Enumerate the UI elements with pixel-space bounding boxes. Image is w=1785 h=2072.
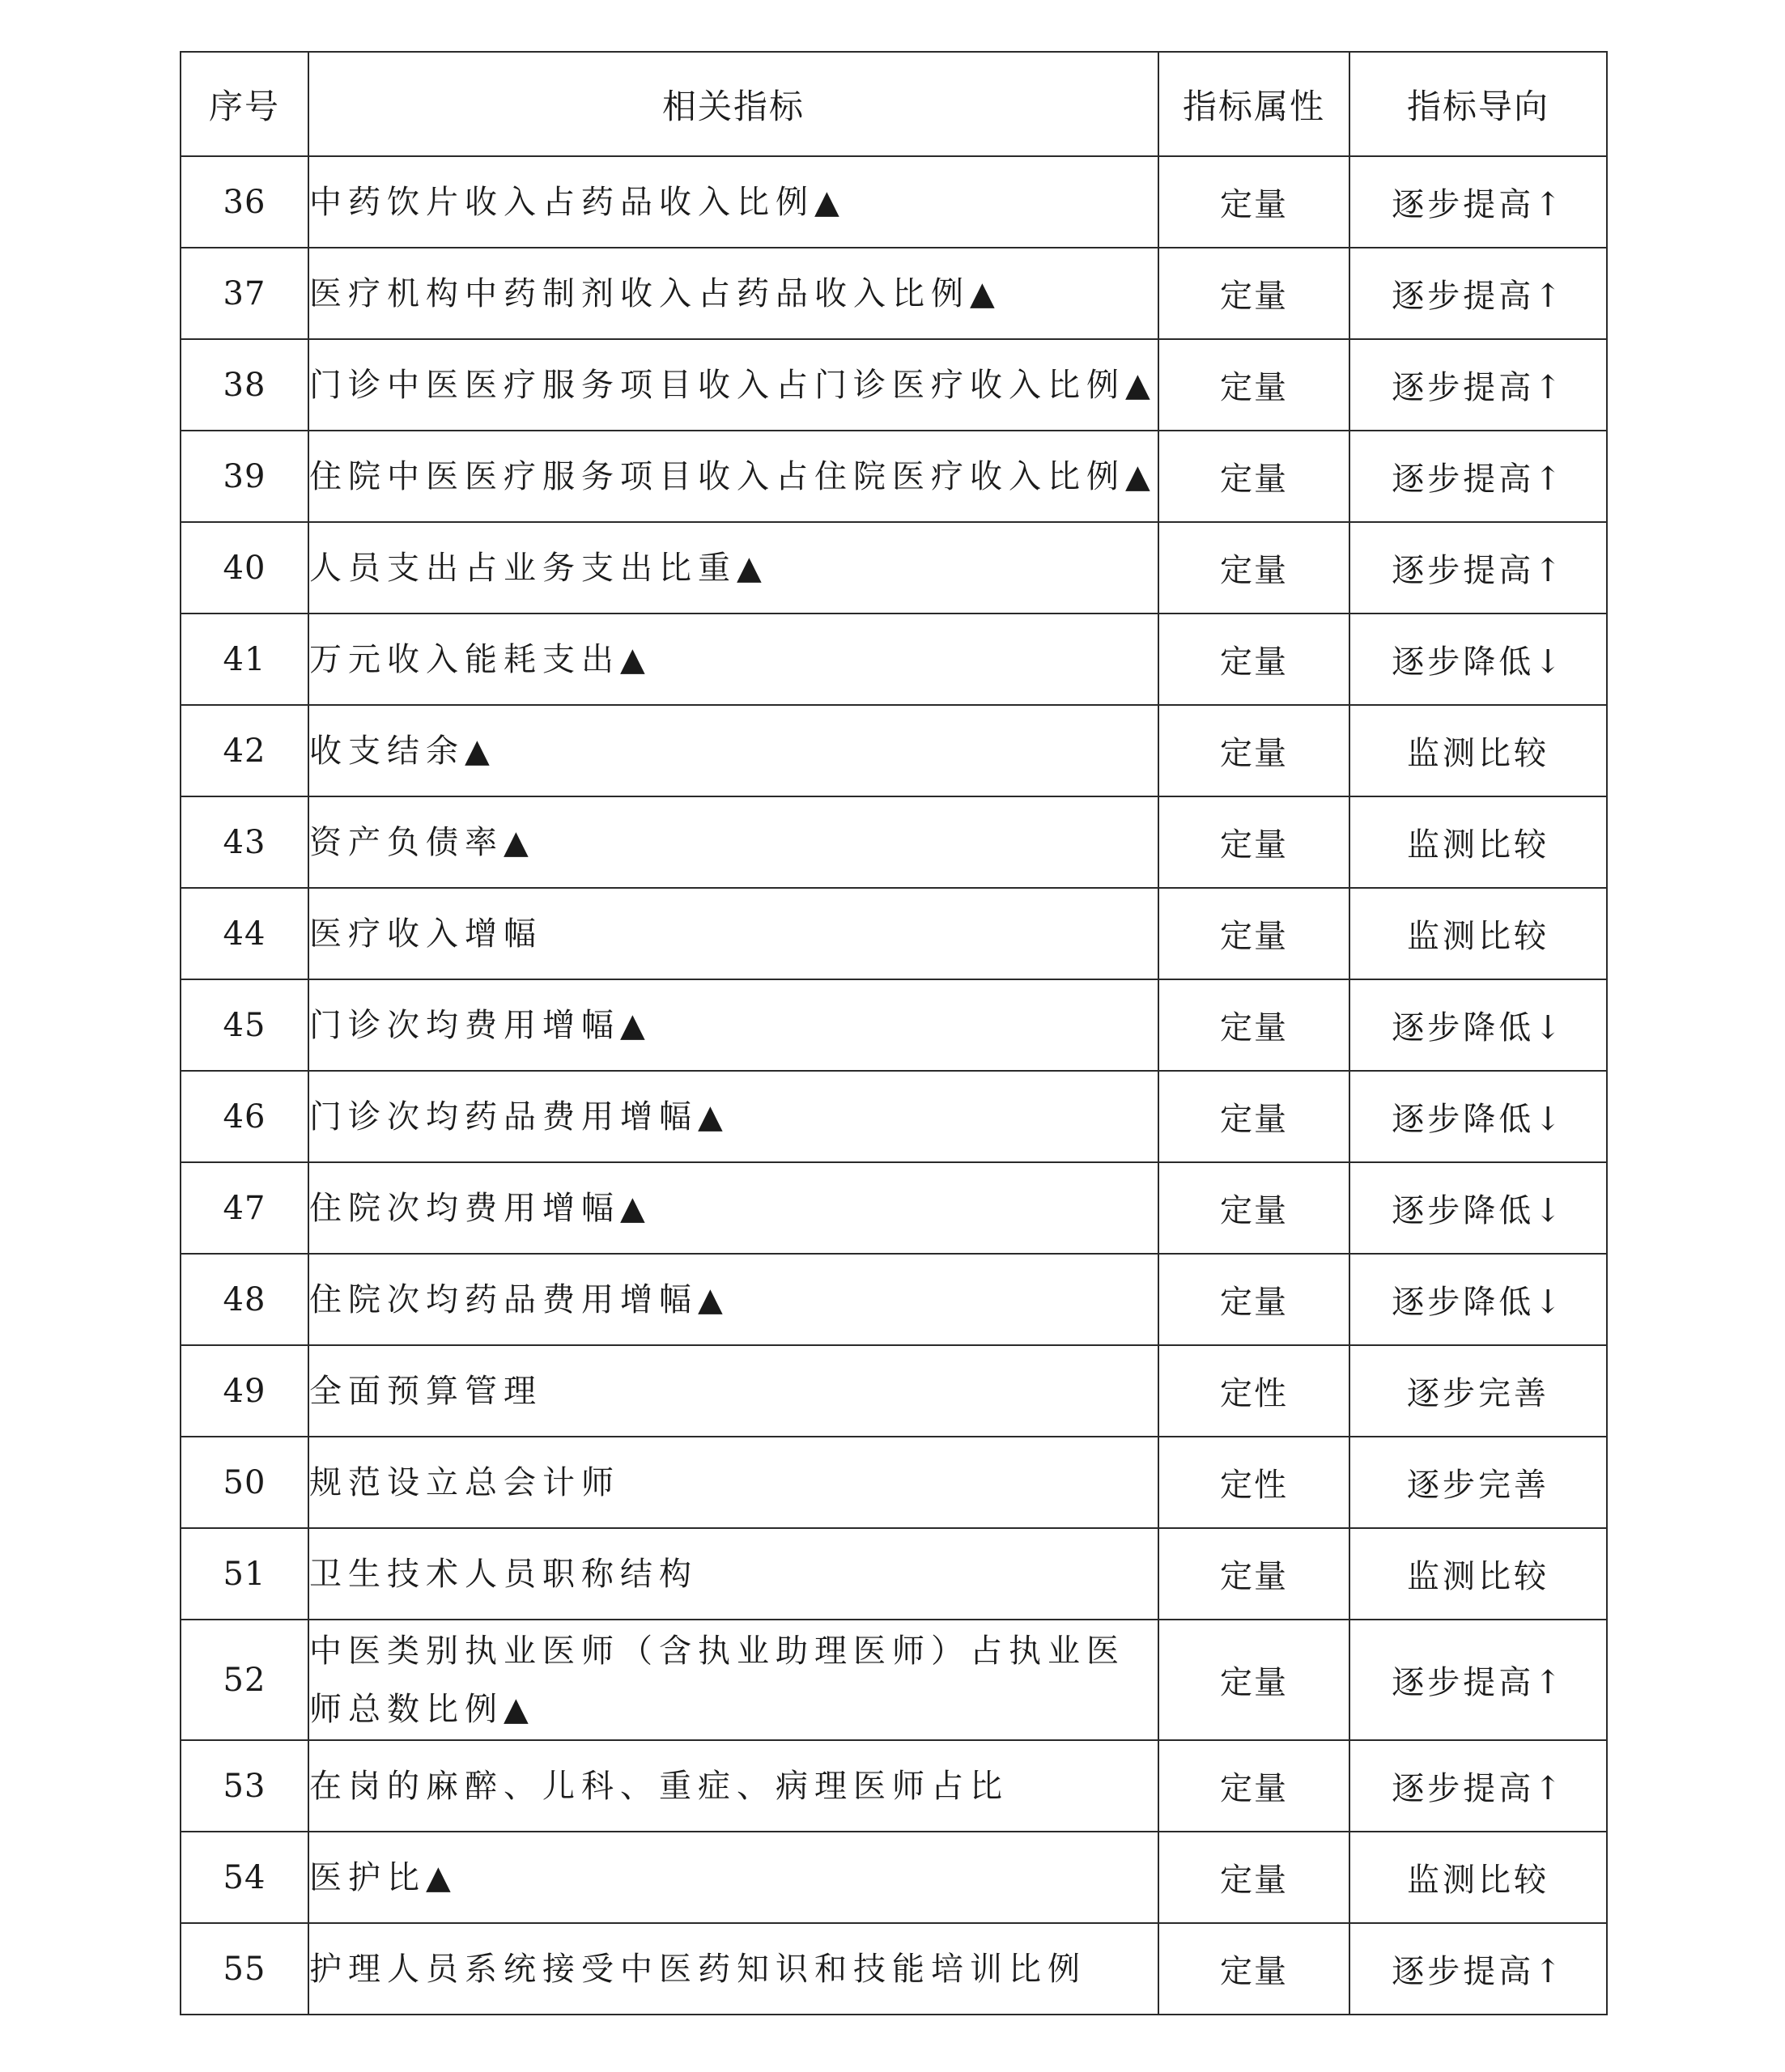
row-indicator: 全面预算管理 xyxy=(308,1345,1158,1437)
row-number: 45 xyxy=(181,979,308,1071)
table-row xyxy=(181,705,1607,796)
row-number: 48 xyxy=(181,1254,308,1345)
row-attribute: 定量 xyxy=(1158,979,1349,1071)
row-number: 36 xyxy=(181,156,308,248)
table-row xyxy=(181,156,1607,248)
row-attribute: 定量 xyxy=(1158,522,1349,614)
row-direction: 监测比较 xyxy=(1349,888,1607,979)
row-direction: 逐步降低↓ xyxy=(1349,979,1607,1071)
row-number: 51 xyxy=(181,1528,308,1620)
row-attribute: 定量 xyxy=(1158,1528,1349,1620)
header-number: 序号 xyxy=(181,52,308,156)
row-direction: 逐步完善 xyxy=(1349,1437,1607,1528)
row-attribute: 定量 xyxy=(1158,1923,1349,2015)
row-indicator: 门诊次均药品费用增幅▲ xyxy=(308,1071,1158,1162)
row-attribute: 定量 xyxy=(1158,1740,1349,1832)
table-row xyxy=(181,1528,1607,1620)
row-indicator: 医疗机构中药制剂收入占药品收入比例▲ xyxy=(308,248,1158,339)
row-direction: 逐步提高↑ xyxy=(1349,1620,1607,1740)
row-attribute: 定性 xyxy=(1158,1437,1349,1528)
row-indicator: 医疗收入增幅 xyxy=(308,888,1158,979)
row-direction: 逐步提高↑ xyxy=(1349,522,1607,614)
row-indicator: 中药饮片收入占药品收入比例▲ xyxy=(308,156,1158,248)
row-indicator: 护理人员系统接受中医药知识和技能培训比例 xyxy=(308,1923,1158,2015)
table-row xyxy=(181,888,1607,979)
row-indicator: 中医类别执业医师（含执业助理医师）占执业医师总数比例▲ xyxy=(308,1620,1158,1740)
row-attribute: 定量 xyxy=(1158,1162,1349,1254)
row-attribute: 定量 xyxy=(1158,796,1349,888)
row-number: 42 xyxy=(181,705,308,796)
row-direction: 逐步降低↓ xyxy=(1349,614,1607,705)
row-attribute: 定量 xyxy=(1158,1832,1349,1923)
row-indicator: 收支结余▲ xyxy=(308,705,1158,796)
row-attribute: 定量 xyxy=(1158,339,1349,431)
table-row xyxy=(181,1254,1607,1345)
row-attribute: 定量 xyxy=(1158,614,1349,705)
row-indicator: 门诊中医医疗服务项目收入占门诊医疗收入比例▲ xyxy=(308,339,1158,431)
row-direction: 逐步提高↑ xyxy=(1349,431,1607,522)
row-indicator: 卫生技术人员职称结构 xyxy=(308,1528,1158,1620)
table-row xyxy=(181,431,1607,522)
row-indicator: 门诊次均费用增幅▲ xyxy=(308,979,1158,1071)
row-indicator: 人员支出占业务支出比重▲ xyxy=(308,522,1158,614)
row-direction: 逐步提高↑ xyxy=(1349,1740,1607,1832)
row-number: 46 xyxy=(181,1071,308,1162)
row-direction: 逐步提高↑ xyxy=(1349,248,1607,339)
row-attribute: 定量 xyxy=(1158,1620,1349,1740)
row-indicator: 医护比▲ xyxy=(308,1832,1158,1923)
row-number: 44 xyxy=(181,888,308,979)
table-row xyxy=(181,248,1607,339)
row-direction: 监测比较 xyxy=(1349,796,1607,888)
row-number: 37 xyxy=(181,248,308,339)
row-indicator: 规范设立总会计师 xyxy=(308,1437,1158,1528)
indicator-table xyxy=(180,51,1608,2015)
row-number: 50 xyxy=(181,1437,308,1528)
header-attribute: 指标属性 xyxy=(1158,52,1349,156)
header-indicator: 相关指标 xyxy=(308,52,1158,156)
row-indicator: 住院次均药品费用增幅▲ xyxy=(308,1254,1158,1345)
table-row xyxy=(181,1071,1607,1162)
row-attribute: 定量 xyxy=(1158,705,1349,796)
row-direction: 逐步降低↓ xyxy=(1349,1254,1607,1345)
row-number: 40 xyxy=(181,522,308,614)
row-attribute: 定量 xyxy=(1158,156,1349,248)
table-row xyxy=(181,1162,1607,1254)
row-direction: 逐步完善 xyxy=(1349,1345,1607,1437)
table-row xyxy=(181,796,1607,888)
row-indicator: 在岗的麻醉、儿科、重症、病理医师占比 xyxy=(308,1740,1158,1832)
table-row xyxy=(181,1620,1607,1740)
row-number: 54 xyxy=(181,1832,308,1923)
row-direction: 逐步降低↓ xyxy=(1349,1071,1607,1162)
row-number: 52 xyxy=(181,1620,308,1740)
row-direction: 逐步提高↑ xyxy=(1349,339,1607,431)
row-number: 47 xyxy=(181,1162,308,1254)
row-indicator: 资产负债率▲ xyxy=(308,796,1158,888)
row-attribute: 定量 xyxy=(1158,888,1349,979)
row-direction: 监测比较 xyxy=(1349,1832,1607,1923)
row-direction: 逐步降低↓ xyxy=(1349,1162,1607,1254)
row-attribute: 定量 xyxy=(1158,1071,1349,1162)
table-row xyxy=(181,522,1607,614)
row-number: 41 xyxy=(181,614,308,705)
row-indicator: 住院中医医疗服务项目收入占住院医疗收入比例▲ xyxy=(308,431,1158,522)
table-row xyxy=(181,1345,1607,1437)
row-number: 55 xyxy=(181,1923,308,2015)
header-direction: 指标导向 xyxy=(1349,52,1607,156)
row-indicator: 住院次均费用增幅▲ xyxy=(308,1162,1158,1254)
table-row xyxy=(181,979,1607,1071)
row-number: 38 xyxy=(181,339,308,431)
table-row xyxy=(181,1832,1607,1923)
row-number: 39 xyxy=(181,431,308,522)
row-attribute: 定量 xyxy=(1158,248,1349,339)
table-row xyxy=(181,1923,1607,2015)
table-row xyxy=(181,1437,1607,1528)
row-number: 43 xyxy=(181,796,308,888)
row-direction: 逐步提高↑ xyxy=(1349,156,1607,248)
row-indicator: 万元收入能耗支出▲ xyxy=(308,614,1158,705)
row-number: 53 xyxy=(181,1740,308,1832)
row-direction: 监测比较 xyxy=(1349,705,1607,796)
row-attribute: 定量 xyxy=(1158,431,1349,522)
row-direction: 监测比较 xyxy=(1349,1528,1607,1620)
table-row xyxy=(181,339,1607,431)
header-row xyxy=(181,52,1607,156)
row-number: 49 xyxy=(181,1345,308,1437)
row-direction: 逐步提高↑ xyxy=(1349,1923,1607,2015)
table-row xyxy=(181,614,1607,705)
row-attribute: 定性 xyxy=(1158,1345,1349,1437)
table-row xyxy=(181,1740,1607,1832)
row-attribute: 定量 xyxy=(1158,1254,1349,1345)
